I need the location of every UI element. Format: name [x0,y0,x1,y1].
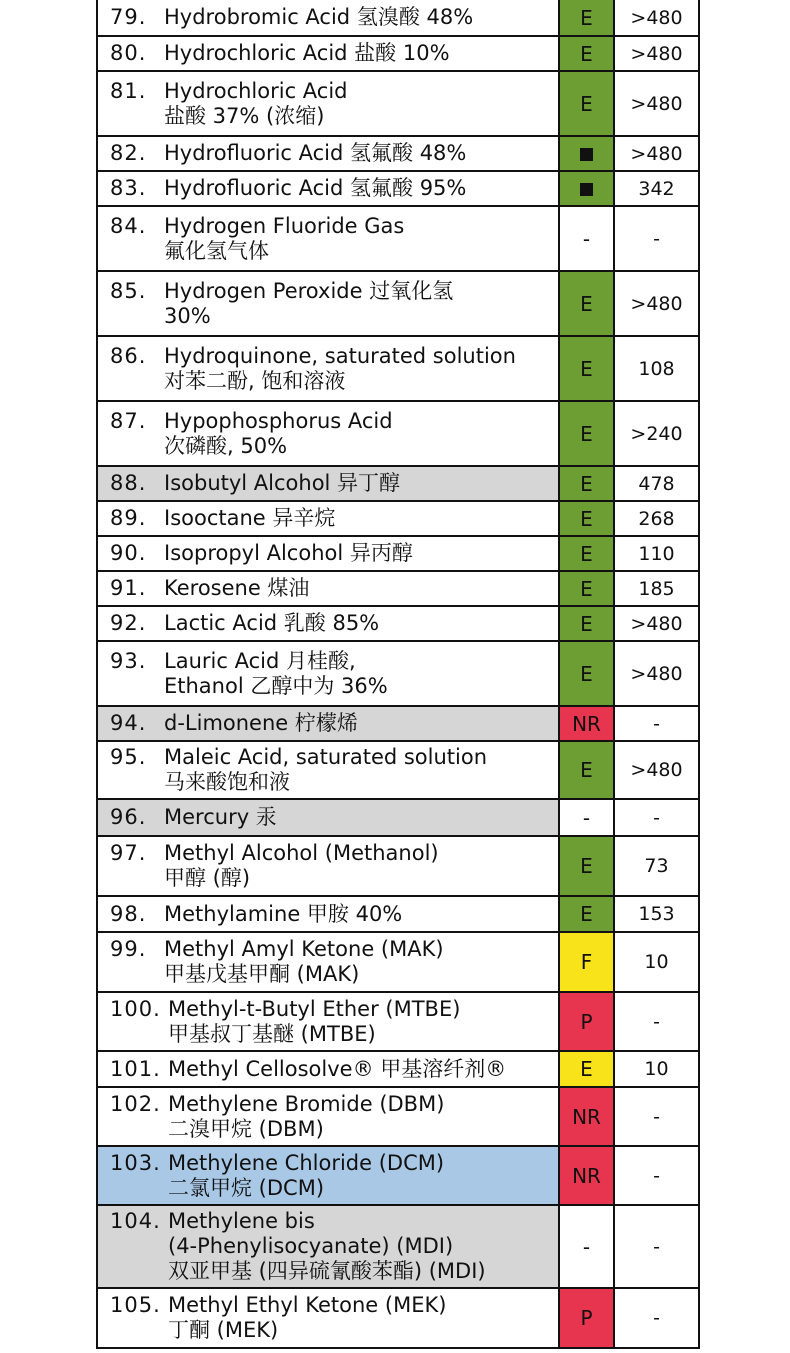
row-number: 104. [110,1209,161,1233]
chemical-name-cell [97,36,559,71]
chemical-name [164,41,450,66]
row-number: 101. [110,1056,161,1081]
chemical-name-cell [97,606,559,641]
chemical-name-line: 甲基戊基甲酮 (MAK) [164,962,360,986]
black-square-icon [580,148,593,161]
rating-badge: P [559,992,614,1051]
breakthrough-time: >480 [614,36,699,71]
chemical-name-line: 马来酸饱和液 [164,770,290,794]
chemical-name [164,506,335,531]
breakthrough-time: >480 [614,0,699,36]
table-row [97,1146,699,1205]
chemical-name [164,745,487,795]
row-number: 87. [110,408,147,433]
row-number: 102. [110,1091,161,1116]
rating-badge [559,171,614,206]
table-row [97,571,699,606]
chemical-name [164,711,358,736]
chemical-name-cell [97,501,559,536]
chemical-name-line: 二氯甲烷 (DCM) [168,1175,325,1200]
chemical-name [164,576,309,601]
chemical-name-cell [97,992,559,1051]
table-row [97,136,699,171]
rating-badge: E [559,536,614,571]
chemical-name [168,1092,444,1142]
chemical-name-line: 次磷酸, 50% [164,433,288,458]
chemical-name-line: 氟化氢气体 [164,238,269,263]
breakthrough-time: - [614,1146,699,1205]
breakthrough-time: 108 [614,336,699,401]
chemical-name-line: Methyl Ethyl Ketone (MEK) [168,1293,447,1317]
chemical-name-cell [97,896,559,932]
table-row [97,799,699,836]
breakthrough-time: >240 [614,401,699,466]
rating-badge: E [559,271,614,336]
breakthrough-time: - [614,1288,699,1348]
chemical-name-cell [97,271,559,336]
breakthrough-time: - [614,799,699,836]
chemical-name-line: 甲醇 (醇) [164,866,251,890]
row-number: 88. [110,471,147,495]
rating-badge: E [559,836,614,896]
table-row [97,641,699,706]
chemical-name-line: 二溴甲烷 (DBM) [168,1116,324,1141]
chemical-name-cell [97,171,559,206]
row-number: 96. [110,805,147,829]
table-row [97,896,699,932]
table-row [97,741,699,799]
rating-badge: E [559,501,614,536]
rating-badge: NR [559,706,614,741]
table-row [97,401,699,466]
row-number: 99. [110,937,147,961]
chemical-name-cell [97,0,559,36]
rating-badge: - [559,1205,614,1288]
rating-badge: E [559,1051,614,1087]
row-number: 93. [110,648,147,673]
chemical-name-line: d-Limonene 柠檬烯 [164,711,358,735]
table-row [97,536,699,571]
table-row [97,71,699,136]
chemical-name-cell [97,1051,559,1087]
table-row [97,1205,699,1288]
breakthrough-time: - [614,1087,699,1146]
chemical-name-line: Isobutyl Alcohol 异丁醇 [164,471,401,495]
chemical-name [164,279,453,329]
chemical-name-line: Hydrochloric Acid 盐酸 10% [164,41,450,65]
breakthrough-time: >480 [614,71,699,136]
table-row [97,932,699,992]
chemical-name-line: 甲基叔丁基醚 (MTBE) [168,1021,376,1046]
rating-badge [559,136,614,171]
chemical-name-line: Hydrogen Peroxide 过氧化氢 [164,278,454,303]
chemical-name [164,471,400,496]
rating-badge: P [559,1288,614,1348]
breakthrough-time: - [614,706,699,741]
rating-badge: E [559,896,614,932]
rating-badge: E [559,36,614,71]
table-row [97,501,699,536]
table-row [97,1288,699,1348]
chemical-name-line: (4-Phenylisocyanate) (MDI) [168,1234,454,1258]
chemical-name [164,805,277,830]
black-square-icon [580,183,593,196]
chemical-name-line: Kerosene 煤油 [164,576,310,600]
row-number: 79. [110,5,147,29]
table-row [97,1051,699,1087]
breakthrough-time: 10 [614,932,699,992]
chemical-name-line: Hydrochloric Acid [164,78,348,103]
table-row [97,336,699,401]
row-number: 82. [110,141,147,165]
rating-badge: NR [559,1087,614,1146]
chemical-name-cell [97,799,559,836]
rating-badge: - [559,799,614,836]
chemical-name-line: Methyl Amyl Ketone (MAK) [164,937,444,961]
rating-badge: E [559,0,614,36]
breakthrough-time: >480 [614,271,699,336]
chemical-name-line: 盐酸 37% (浓缩) [164,103,325,128]
breakthrough-time: >480 [614,136,699,171]
breakthrough-time: 10 [614,1051,699,1087]
table-row [97,271,699,336]
row-number: 86. [110,343,147,368]
table-row [97,0,699,36]
chemical-name [164,841,439,891]
chemical-name-line: Hydrofluoric Acid 氢氟酸 95% [164,176,467,200]
row-number: 81. [110,78,147,103]
chemical-name-line: Hydrogen Fluoride Gas [164,213,405,238]
chemical-name-line: Methylene Bromide (DBM) [168,1091,445,1116]
breakthrough-time: 185 [614,571,699,606]
breakthrough-time: - [614,992,699,1051]
chemical-name [164,937,444,987]
chemical-name [168,1293,446,1343]
chemical-name-cell [97,401,559,466]
chemical-name-line: Isooctane 异辛烷 [164,506,336,530]
breakthrough-time: >480 [614,641,699,706]
row-number: 84. [110,213,147,238]
chemical-name-line: 30% [164,303,211,328]
chemical-name-cell [97,571,559,606]
table-row [97,992,699,1051]
chemical-name-cell [97,536,559,571]
rating-badge: E [559,571,614,606]
chemical-name-cell [97,1205,559,1288]
rating-badge: E [559,606,614,641]
chemical-name-line: Hydrobromic Acid 氢溴酸 48% [164,5,474,29]
chemical-name-line: Methylene Chloride (DCM) [168,1150,445,1175]
breakthrough-time: 73 [614,836,699,896]
chemical-name [164,5,473,30]
chemical-name-line: Methyl Cellosolve® 甲基溶纤剂® [168,1056,507,1081]
row-number: 98. [110,901,147,926]
row-number: 100. [110,996,161,1021]
row-number: 90. [110,541,147,565]
chemical-name [168,997,460,1047]
chemical-name-cell [97,466,559,501]
chemical-name [168,1057,506,1082]
row-number: 91. [110,576,147,600]
table-row [97,171,699,206]
breakthrough-time: >480 [614,741,699,799]
chemical-name-cell [97,136,559,171]
row-number: 80. [110,41,147,65]
table-row [97,606,699,641]
breakthrough-time: >480 [614,606,699,641]
chemical-name-line: Hydroquinone, saturated solution [164,343,516,368]
rating-badge: F [559,932,614,992]
chemical-name-cell [97,641,559,706]
chemical-name [164,611,379,636]
row-number: 83. [110,176,147,200]
chemical-name-line: Methyl Alcohol (Methanol) [164,841,439,865]
chemical-name [164,176,466,201]
chemical-name-cell [97,1146,559,1205]
chemical-name-cell [97,1288,559,1348]
row-number: 92. [110,611,147,635]
chemical-name [164,649,388,699]
chemical-name-line: Methyl-t-Butyl Ether (MTBE) [168,996,461,1021]
chemical-name [164,541,413,566]
chemical-name-line: 对苯二酚, 饱和溶液 [164,368,346,393]
row-number: 105. [110,1293,161,1317]
row-number: 94. [110,711,147,735]
chemical-name-cell [97,836,559,896]
chemical-name [164,409,393,459]
chemical-name-line: 丁酮 (MEK) [168,1318,279,1342]
row-number: 85. [110,278,147,303]
chemical-name-line: Hydrofluoric Acid 氢氟酸 48% [164,141,467,165]
row-number: 103. [110,1150,161,1175]
rating-badge: - [559,206,614,271]
table-row [97,36,699,71]
chemical-name-line: Lauric Acid 月桂酸, [164,648,356,673]
table-row [97,206,699,271]
rating-badge: E [559,641,614,706]
chemical-name [164,141,466,166]
chemical-name [164,344,516,394]
chemical-name [168,1151,444,1201]
chemical-name-cell [97,741,559,799]
table-row [97,1087,699,1146]
chemical-name-cell [97,336,559,401]
chemical-name-line: 双亚甲基 (四异硫氰酸苯酯) (MDI) [168,1259,486,1283]
chemical-name-line: Lactic Acid 乳酸 85% [164,611,380,635]
breakthrough-time: - [614,206,699,271]
rating-badge: NR [559,1146,614,1205]
chemical-name [164,902,402,927]
chemical-name-line: Isopropyl Alcohol 异丙醇 [164,541,413,565]
chemical-name-line: Methylene bis [168,1209,315,1233]
chemical-name-line: Hypophosphorus Acid [164,408,393,433]
chemical-name [164,79,348,129]
chemical-name [164,214,404,264]
rating-badge: E [559,71,614,136]
chemical-name-cell [97,71,559,136]
row-number: 97. [110,841,147,865]
chemical-name-line: Mercury 汞 [164,805,277,829]
breakthrough-time: 110 [614,536,699,571]
chemical-name-cell [97,932,559,992]
chemical-name [168,1209,486,1284]
rating-badge: E [559,741,614,799]
rating-badge: E [559,336,614,401]
row-number: 89. [110,506,147,530]
breakthrough-time: 342 [614,171,699,206]
breakthrough-time: 268 [614,501,699,536]
table-row [97,706,699,741]
chemical-name-cell [97,1087,559,1146]
breakthrough-time: 153 [614,896,699,932]
rating-badge: E [559,466,614,501]
chemical-name-line: Methylamine 甲胺 40% [164,901,403,926]
breakthrough-time: 478 [614,466,699,501]
chemical-resistance-table [96,0,700,1349]
table-row [97,836,699,896]
chemical-name-cell [97,706,559,741]
chemical-name-cell [97,206,559,271]
chemical-name-line: Ethanol 乙醇中为 36% [164,673,388,698]
breakthrough-time: - [614,1205,699,1288]
row-number: 95. [110,745,147,769]
rating-badge: E [559,401,614,466]
chemical-name-line: Maleic Acid, saturated solution [164,745,488,769]
table-row [97,466,699,501]
